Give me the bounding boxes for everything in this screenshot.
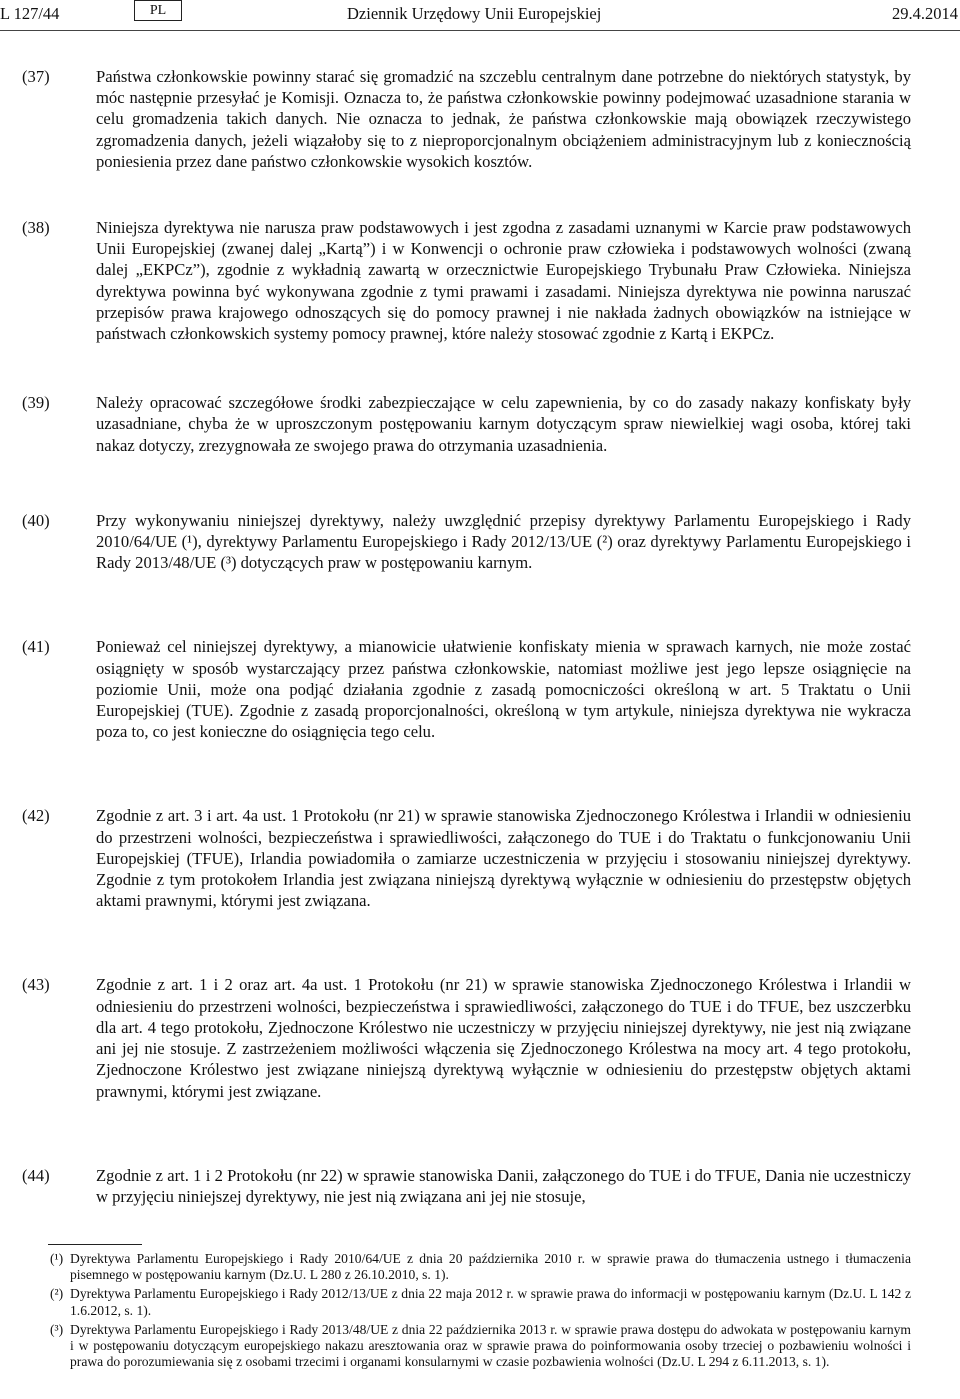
recital-41 bbox=[0, 636, 911, 742]
recital-number: (42) bbox=[22, 806, 50, 826]
journal-title: Dziennik Urzędowy Unii Europejskiej bbox=[347, 4, 602, 23]
footnote-3 bbox=[0, 1322, 911, 1371]
footnote-rule bbox=[48, 1244, 142, 1245]
footnote-text: Dyrektywa Parlamentu Europejskiego i Rady 2010/64/UE z dnia 20 października 2010 r. w sprawie prawa do tłumaczenia ustnego i tłumaczenia pisemnego w postępowaniu karnym (Dz.U. L 280 z 26.10.2010, s. 1). bbox=[70, 1251, 911, 1283]
recital-number: (44) bbox=[22, 1165, 50, 1185]
footnote-number: (²) bbox=[50, 1286, 64, 1302]
recital-40 bbox=[0, 510, 911, 574]
footnote-1 bbox=[0, 1251, 911, 1283]
recital-number: (40) bbox=[22, 510, 50, 530]
publication-date: 29.4.2014 bbox=[892, 4, 958, 23]
recital-37 bbox=[0, 66, 911, 172]
recital-text: Zgodnie z art. 1 i 2 oraz art. 4a ust. 1 Protokołu (nr 21) w sprawie stanowiska Zjednoczonego Królestwa i Irlandii w odniesieniu do przestrzeni wolności, bezpieczeństwa i sprawiedliwości, załączonego do TUE i do TFUE, bez uszczerbku dla art. 4 tego protokołu, Zjednoczone Królestwo nie uczestniczy w przyjęciu niniejszej dyrektywy, nie jest nią związane ani jej nie stosuje. Z zastrzeżeniem możliwości włączenia się Zjednoczonego Królestwa na mocy art. 4 tego protokołu, Zjednoczone Królestwo jest związane niniejszą dyrektywą wyłącznie w odniesieniu do przestępstw objętych aktami prawnymi, którymi jest związane. bbox=[96, 975, 911, 1101]
footnotes bbox=[0, 1244, 960, 1373]
footnote-text: Dyrektywa Parlamentu Europejskiego i Rady 2013/48/UE z dnia 22 października 2013 r. w sprawie prawa dostępu do adwokata w postępowaniu karnym i w postępowaniu dotyczącym europejskiego nakazu aresztowania oraz w sprawie prawa do poinformowania osoby trzeciej o pozbawieniu wolności i prawa do porozumiewania się z osobami trzecimi i organami konsularnymi w czasie pozbawienia wolności (Dz.U. L 294 z 6.11.2013, s. 1). bbox=[70, 1321, 911, 1370]
recital-number: (43) bbox=[22, 975, 50, 995]
footnote-number: (³) bbox=[50, 1321, 64, 1337]
page-reference: L 127/44 bbox=[0, 4, 60, 23]
recital-text: Ponieważ cel niniejszej dyrektywy, a mianowicie ułatwienie konfiskaty mienia w sprawach karnych, nie może zostać osiągnięty w sposób wystarczający przez państwa członkowskie, natomiast możliwe jest jego lepsze osiągnięcie na poziomie Unii, może ona podjąć działania zgodnie z zasadą pomocniczości określoną w art. 5 Traktatu o Unii Europejskiej (TUE). Zgodnie z zasadą proporcjonalności, określoną w tym artykule, niniejsza dyrektywa nie wykracza poza to, co jest konieczne do osiągnięcia tego celu. bbox=[96, 637, 911, 742]
recital-42 bbox=[0, 805, 911, 911]
footnote-2 bbox=[0, 1286, 911, 1318]
recitals-list bbox=[0, 66, 960, 1207]
recital-text: Państwa członkowskie powinny starać się gromadzić na szczeblu centralnym dane potrzebne do niektórych statystyk, by móc następnie przesyłać je Komisji. Oznacza to, że państwa członkowskie powinny podejmować uzasadnione starania w celu gromadzenia takich danych. Nie oznacza to jednak, że państwa członkowskie mają obowiązek rzeczywistego zgromadzenia danych, jeżeli wiązałoby się to z nieproporcjonalnym obciążeniem administracyjnym lub z koniecznością poniesienia przez dane państwo członkowskie wysokich kosztów. bbox=[96, 67, 911, 171]
header-rule bbox=[0, 30, 960, 31]
recital-44 bbox=[0, 1165, 911, 1207]
recital-text: Niniejsza dyrektywa nie narusza praw podstawowych i jest zgodna z zasadami uznanymi w Karcie praw podstawowych Unii Europejskiej (zwanej dalej „Kartą”) i w Konwencji o ochronie praw człowieka i podstawowych wolności (zwaną dalej „EKPCz”), zgodnie z wykładnią zawartą w orzecznictwie Europejskiego Trybunału Praw Człowieka. Niniejsza dyrektywa powinna być wykonywana zgodnie z tymi prawami i zasadami. Niniejsza dyrektywa nie powinna naruszać przepisów prawa krajowego odnoszących się do pomocy prawnej i nie nakłada żadnych obowiązków na istniejące w państwach członkowskich systemy pomocy prawnej, które należy stosować zgodnie z Kartą i EKPCz. bbox=[96, 218, 911, 344]
recital-text: Zgodnie z art. 1 i 2 Protokołu (nr 22) w sprawie stanowiska Danii, załączonego do TUE i do TFUE, Dania nie uczestniczy w przyjęciu niniejszej dyrektywy, nie jest nią związana ani jej nie stosuje, bbox=[96, 1165, 911, 1206]
recital-number: (39) bbox=[22, 393, 50, 413]
recital-number: (38) bbox=[22, 218, 50, 238]
recital-text: Zgodnie z art. 3 i art. 4a ust. 1 Protokołu (nr 21) w sprawie stanowiska Zjednoczonego Królestwa i Irlandii w odniesieniu do przestrzeni wolności, bezpieczeństwa i sprawiedliwości, załączonego do TUE i do Traktatu o funkcjonowaniu Unii Europejskiej (TFUE), Irlandia powiadomiła o zamiarze uczestniczenia w przyjęciu i stosowaniu niniejszej dyrektywy. Zgodnie z tym protokołem Irlandia jest związana niniejszą dyrektywą wyłącznie w odniesieniu do przestępstw objętych aktami prawnymi, którymi jest związana. bbox=[96, 806, 911, 911]
footnote-number: (¹) bbox=[50, 1251, 64, 1266]
footnote-text: Dyrektywa Parlamentu Europejskiego i Rady 2012/13/UE z dnia 22 maja 2012 r. w sprawie prawa do informacji w postępowaniu karnym (Dz.U. L 142 z 1.6.2012, s. 1). bbox=[70, 1286, 911, 1318]
recital-number: (41) bbox=[22, 637, 50, 657]
recital-text: Należy opracować szczegółowe środki zabezpieczające w celu zapewnienia, by co do zasady nakazy konfiskaty były uzasadniane, chyba że w uproszczonym postępowaniu karnym dotyczącym spraw niewielkiej wagi osoba, której taki nakaz dotyczy, zrezygnowała ze swojego prawa do otrzymania uzasadnienia. bbox=[96, 393, 911, 455]
page-header bbox=[0, 0, 960, 32]
recital-text: Przy wykonywaniu niniejszej dyrektywy, należy uwzględnić przepisy dyrektywy Parlamentu Europejskiego i Rady 2010/64/UE (¹), dyrektywy Parlamentu Europejskiego i Rady 2012/13/UE (²) oraz dyrektywy Parlamentu Europejskiego i Rady 2013/48/UE (³) dotyczących praw w postępowaniu karnym. bbox=[96, 510, 911, 573]
recital-43 bbox=[0, 974, 911, 1101]
language-badge: PL bbox=[134, 0, 182, 21]
recital-39 bbox=[0, 392, 911, 456]
recital-38 bbox=[0, 217, 911, 344]
recital-number: (37) bbox=[22, 67, 50, 86]
